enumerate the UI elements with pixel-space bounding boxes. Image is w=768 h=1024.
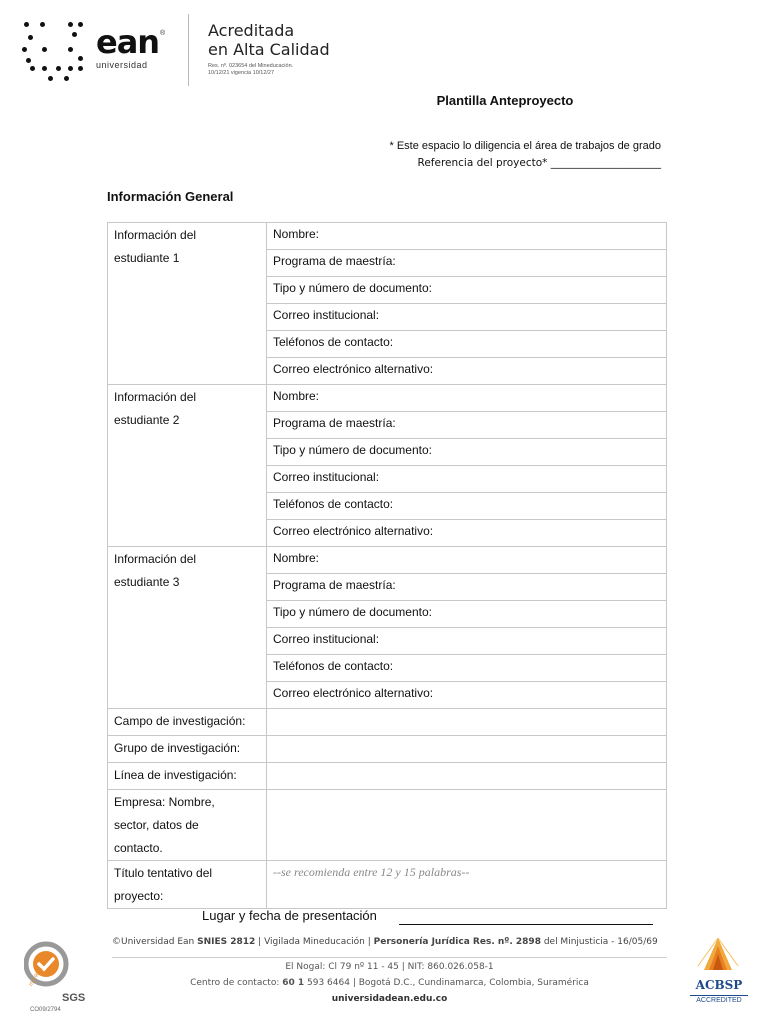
ean-logo-wordmark: ean <box>96 23 160 61</box>
footer-legal-entity: Personería Jurídica Res. nº. 2898 <box>373 937 541 947</box>
student-label-line: Información del <box>114 228 197 242</box>
sgs-label: SGS <box>62 992 86 1004</box>
student-label-line: estudiante 2 <box>114 413 180 427</box>
tentative-title-input[interactable] <box>267 861 667 909</box>
student-1-label <box>108 223 267 385</box>
research-line-input[interactable] <box>267 763 667 790</box>
research-field-label: Campo de investigación: <box>108 709 267 736</box>
title-label-line: proyecto: <box>114 889 164 903</box>
student-2-name-field[interactable]: Nombre: <box>267 385 667 412</box>
student-3-label <box>108 547 267 709</box>
table-row <box>108 736 667 763</box>
student-3-institutional-email-field[interactable]: Correo institucional: <box>267 628 667 655</box>
header-divider <box>188 14 189 86</box>
table-row <box>108 709 667 736</box>
footer-copyright: ©Universidad Ean <box>112 937 198 947</box>
grading-area-note: * Este espacio lo diligencia el área de trabajos de grado <box>389 140 661 152</box>
footer-address: El Nogal: Cl 79 nº 11 - 45 | NIT: 860.026.058-1 <box>285 962 494 972</box>
footer-website[interactable]: universidadean.edu.co <box>331 994 448 1004</box>
student-label-line: estudiante 3 <box>114 575 180 589</box>
sgs-certification-icon <box>24 932 98 1016</box>
footer-contact-code: 60 1 <box>282 978 305 988</box>
table-row <box>108 547 667 574</box>
student-2-phone-field[interactable]: Teléfonos de contacto: <box>267 493 667 520</box>
resolution-line-2: 10/12/21 vigencia 10/12/27 <box>208 70 275 76</box>
accreditation-line-1: Acreditada <box>208 21 295 40</box>
student-label-line: estudiante 1 <box>114 251 180 265</box>
research-line-label: Línea de investigación: <box>108 763 267 790</box>
table-row <box>108 790 667 861</box>
student-1-institutional-email-field[interactable]: Correo institucional: <box>267 304 667 331</box>
student-2-institutional-email-field[interactable]: Correo institucional: <box>267 466 667 493</box>
ean-logo-subtitle: universidad <box>96 60 148 70</box>
student-label-line: Información del <box>114 552 197 566</box>
student-1-alt-email-field[interactable]: Correo electrónico alternativo: <box>267 358 667 385</box>
research-field-input[interactable] <box>267 709 667 736</box>
student-label-line: Información del <box>114 390 197 404</box>
title-hint: --se recomienda entre 12 y 15 palabras-- <box>273 865 470 879</box>
project-reference: Referencia del proyecto* _____________________ <box>417 157 661 169</box>
section-title: Información General <box>107 189 234 204</box>
resolution-line-1: Res. nº. 023654 del Mineducación. <box>208 63 294 69</box>
research-group-label: Grupo de investigación: <box>108 736 267 763</box>
student-3-program-field[interactable]: Programa de maestría: <box>267 574 667 601</box>
general-info-table <box>107 222 667 909</box>
accreditation-line-2: en Alta Calidad <box>208 40 330 59</box>
footer-contact <box>112 978 667 988</box>
registered-mark: ® <box>160 30 166 37</box>
student-2-label <box>108 385 267 547</box>
ean-logo-dots <box>22 20 92 80</box>
student-2-program-field[interactable]: Programa de maestría: <box>267 412 667 439</box>
acbsp-accredited: ACCREDITED <box>690 995 748 1004</box>
acbsp-name: ACBSP <box>695 978 743 992</box>
student-3-name-field[interactable]: Nombre: <box>267 547 667 574</box>
footer-divider <box>112 957 667 958</box>
place-date-label: Lugar y fecha de presentación <box>202 908 377 923</box>
student-3-alt-email-field[interactable]: Correo electrónico alternativo: <box>267 682 667 709</box>
student-2-alt-email-field[interactable]: Correo electrónico alternativo: <box>267 520 667 547</box>
title-label-line: Título tentativo del <box>114 866 213 880</box>
company-input[interactable] <box>267 790 667 861</box>
company-label-line: contacto. <box>114 841 163 855</box>
student-2-document-field[interactable]: Tipo y número de documento: <box>267 439 667 466</box>
student-1-document-field[interactable]: Tipo y número de documento: <box>267 277 667 304</box>
student-3-phone-field[interactable]: Teléfonos de contacto: <box>267 655 667 682</box>
footer-snies: SNIES 2812 <box>197 937 256 947</box>
footer-legal-line <box>112 937 658 947</box>
research-group-input[interactable] <box>267 736 667 763</box>
table-row <box>108 861 667 909</box>
footer-contact-rest: 593 6464 | Bogotá D.C., Cundinamarca, Colombia, Suramérica <box>304 978 589 988</box>
document-title: Plantilla Anteproyecto <box>436 93 574 108</box>
company-label-line: Empresa: Nombre, <box>114 795 215 809</box>
accreditation-resolution <box>208 63 348 77</box>
sgs-code: CO09/2794 <box>30 1007 61 1013</box>
place-date-line[interactable] <box>399 924 653 925</box>
student-1-phone-field[interactable]: Teléfonos de contacto: <box>267 331 667 358</box>
footer-vigilada: | Vigilada Mineducación | <box>255 937 374 947</box>
footer-contact-prefix: Centro de contacto: <box>190 978 283 988</box>
footer-minjusticia: del Minjusticia - 16/05/69 <box>540 937 658 947</box>
table-row <box>108 385 667 412</box>
company-label <box>108 790 267 861</box>
table-row <box>108 223 667 250</box>
student-3-document-field[interactable]: Tipo y número de documento: <box>267 601 667 628</box>
tentative-title-label <box>108 861 267 909</box>
company-label-line: sector, datos de <box>114 818 199 832</box>
student-1-name-field[interactable]: Nombre: <box>267 223 667 250</box>
student-1-program-field[interactable]: Programa de maestría: <box>267 250 667 277</box>
sgs-ring-text: ISO 9001 <box>28 966 45 988</box>
table-row <box>108 763 667 790</box>
